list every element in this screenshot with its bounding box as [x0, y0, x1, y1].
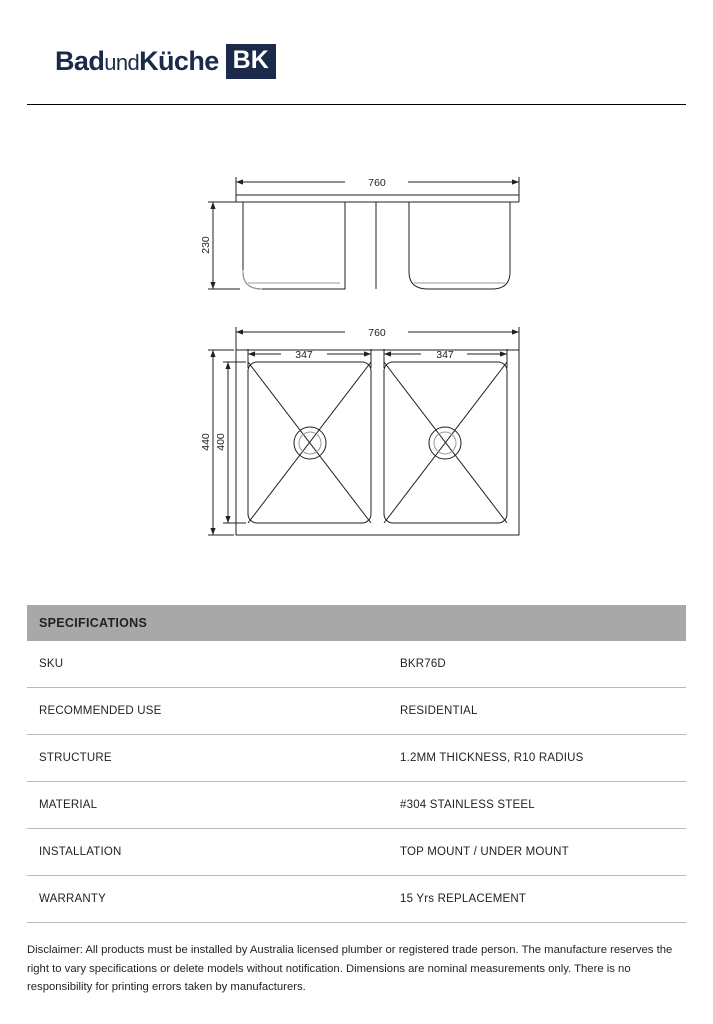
- spec-key: SKU: [39, 658, 64, 670]
- technical-drawing: [0, 150, 713, 570]
- brand-badge: BK: [226, 44, 276, 79]
- disclaimer-text: Disclaimer: All products must be installed by Australia licensed plumber or registered trade person. The manufacture reserves the right to vary specifications or delete models without notification. Dimensions are nominal measurements only. There is no responsibility for printing errors taken by manufacturers.: [27, 944, 673, 994]
- table-row: [27, 782, 686, 829]
- specifications-section: [27, 605, 686, 923]
- table-row: [27, 876, 686, 923]
- spec-key: WARRANTY: [39, 893, 106, 905]
- spec-value: 1.2MM THICKNESS, R10 RADIUS: [400, 752, 584, 764]
- spec-key: STRUCTURE: [39, 752, 112, 764]
- brand-name-part1: Bad: [55, 46, 105, 76]
- table-row: [27, 829, 686, 876]
- svg-text:440: 440: [200, 433, 212, 451]
- table-row: [27, 641, 686, 688]
- spec-key: INSTALLATION: [39, 846, 122, 858]
- brand-name-part3: Küche: [139, 46, 219, 76]
- table-row: [27, 735, 686, 782]
- svg-text:760: 760: [368, 177, 386, 189]
- table-row: [27, 688, 686, 735]
- svg-text:760: 760: [368, 327, 386, 339]
- spec-value: #304 STAINLESS STEEL: [400, 799, 535, 811]
- header-divider: [27, 104, 686, 105]
- brand-name-part2: und: [104, 50, 140, 75]
- spec-value: TOP MOUNT / UNDER MOUNT: [400, 846, 569, 858]
- spec-value: 15 Yrs REPLACEMENT: [400, 893, 527, 905]
- brand-wordmark: [55, 48, 219, 75]
- spec-key: RECOMMENDED USE: [39, 705, 162, 717]
- brand-logo: [55, 44, 276, 79]
- svg-text:347: 347: [295, 349, 313, 361]
- spec-value: BKR76D: [400, 658, 446, 670]
- spec-value: RESIDENTIAL: [400, 705, 478, 717]
- spec-key: MATERIAL: [39, 799, 98, 811]
- specifications-title: SPECIFICATIONS: [39, 616, 148, 630]
- specifications-header: [27, 605, 686, 641]
- svg-text:400: 400: [215, 433, 227, 451]
- svg-text:347: 347: [436, 349, 454, 361]
- svg-text:230: 230: [200, 236, 212, 254]
